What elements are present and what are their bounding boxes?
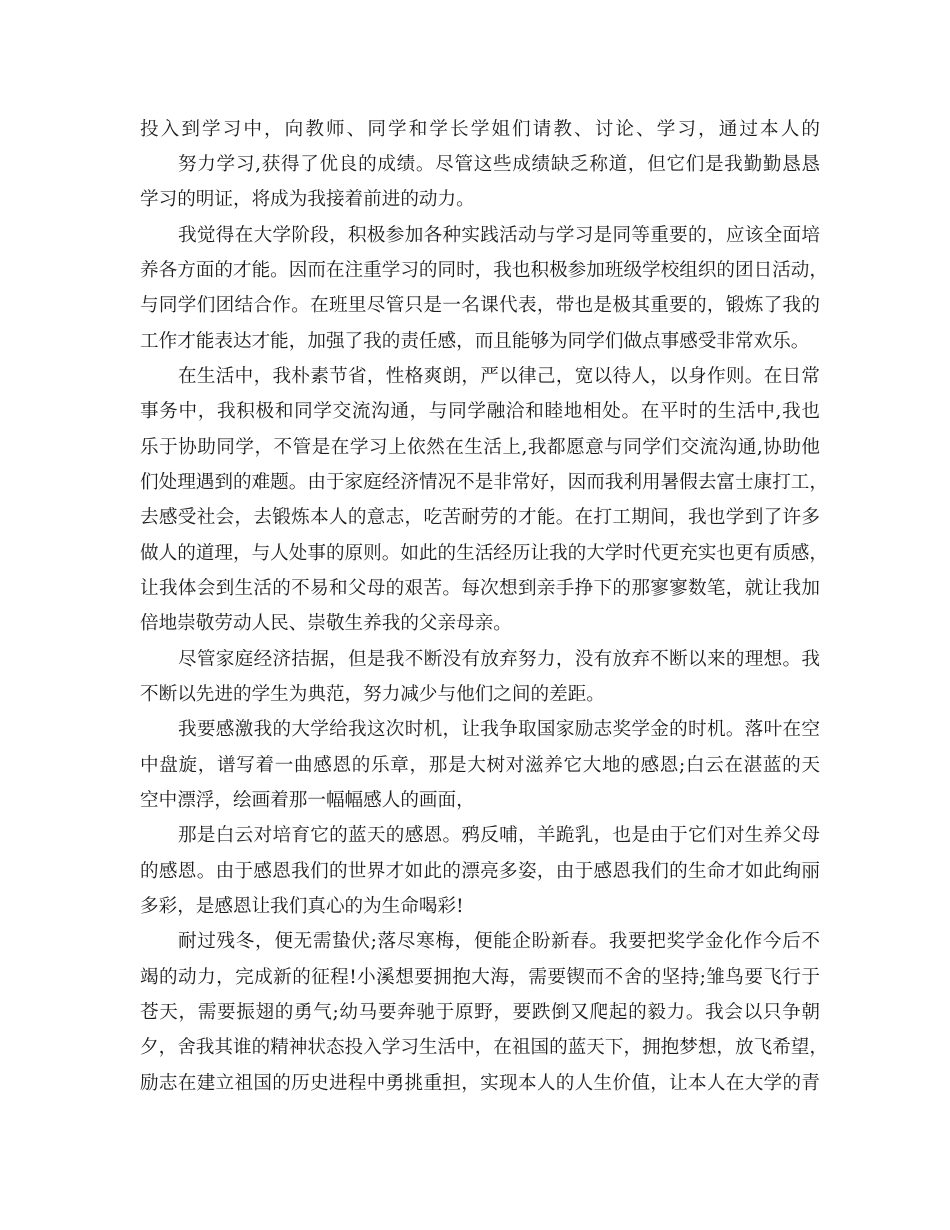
text-line: 不断以先进的学生为典范，努力减少与他们之间的差距。	[140, 684, 605, 705]
text-line: 们处理遇到的难题。由于家庭经济情况不是非常好，因而我利用暑假去富士康打工，	[140, 472, 828, 493]
text-line: 空中漂浮，绘画着那一幅幅感人的画面，	[140, 790, 475, 811]
text-line: 励志在建立祖国的历史进程中勇挑重担，实现本人的人生价值，让本人在大学的青	[140, 1073, 820, 1094]
text-line: 竭的动力，完成新的征程!小溪想要拥抱大海，需要锲而不舍的坚持;雏鸟要飞行于	[140, 967, 820, 988]
text-line: 倍地崇敬劳动人民、崇敬生养我的父亲母亲。	[140, 613, 512, 634]
text-line: 做人的道理，与人处事的原则。如此的生活经历让我的大学时代更充实也更有质感，	[140, 543, 828, 564]
text-line: 苍天，需要振翅的勇气;幼马要奔驰于原野，要跌倒又爬起的毅力。我会以只争朝	[140, 1002, 820, 1023]
text-line: 学习的明证，将成为我接着前进的动力。	[140, 189, 475, 210]
text-line: 的感恩。由于感恩我们的世界才如此的漂亮多姿，由于感恩我们的生命才如此绚丽	[140, 861, 820, 882]
text-line: 耐过残冬，便无需蛰伏;落尽寒梅，便能企盼新春。我要把奖学金化作今后不	[178, 931, 820, 952]
text-line: 乐于协助同学，不管是在学习上依然在生活上,我都愿意与同学们交流沟通,协助他	[140, 437, 820, 458]
text-line: 投入到学习中，向教师、同学和学长学姐们请教、讨论、学习，通过本人的	[140, 119, 820, 140]
text-line: 让我体会到生活的不易和父母的艰苦。每次想到亲手挣下的那寥寥数笔，就让我加	[140, 578, 820, 599]
text-line: 养各方面的才能。因而在注重学习的同时，我也积极参加班级学校组织的团日活动，	[140, 260, 828, 281]
text-line: 事务中，我积极和同学交流沟通，与同学融洽和睦地相处。在平时的生活中,我也	[140, 401, 820, 422]
text-line: 中盘旋，谱写着一曲感恩的乐章，那是大树对滋养它大地的感恩;白云在湛蓝的天	[140, 755, 820, 776]
text-line: 夕，舍我其谁的精神状态投入学习生活中，在祖国的蓝天下，拥抱梦想，放飞希望，	[140, 1037, 828, 1058]
text-line: 那是白云对培育它的蓝天的感恩。鸦反哺，羊跪乳，也是由于它们对生养父母	[178, 825, 820, 846]
text-line: 我要感激我的大学给我这次时机，让我争取国家励志奖学金的时机。落叶在空	[178, 719, 820, 740]
text-line: 在生活中，我朴素节省，性格爽朗，严以律己，宽以待人，以身作则。在日常	[178, 366, 820, 387]
text-line: 多彩，是感恩让我们真心的为生命喝彩!	[140, 896, 464, 917]
text-line: 尽管家庭经济拮据，但是我不断没有放弃努力，没有放弃不断以来的理想。我	[178, 649, 820, 670]
text-line: 与同学们团结合作。在班里尽管只是一名课代表，带也是极其重要的，锻炼了我的	[140, 295, 820, 316]
text-line: 去感受社会，去锻炼本人的意志，吃苦耐劳的才能。在打工期间，我也学到了许多	[140, 507, 820, 528]
text-line: 工作才能表达才能，加强了我的责任感，而且能够为同学们做点事感受非常欢乐。	[140, 331, 810, 352]
text-line: 我觉得在大学阶段，积极参加各种实践活动与学习是同等重要的，应该全面培	[178, 225, 820, 246]
text-line: 努力学习,获得了优良的成绩。尽管这些成绩缺乏称道，但它们是我勤勤恳恳	[178, 154, 820, 175]
